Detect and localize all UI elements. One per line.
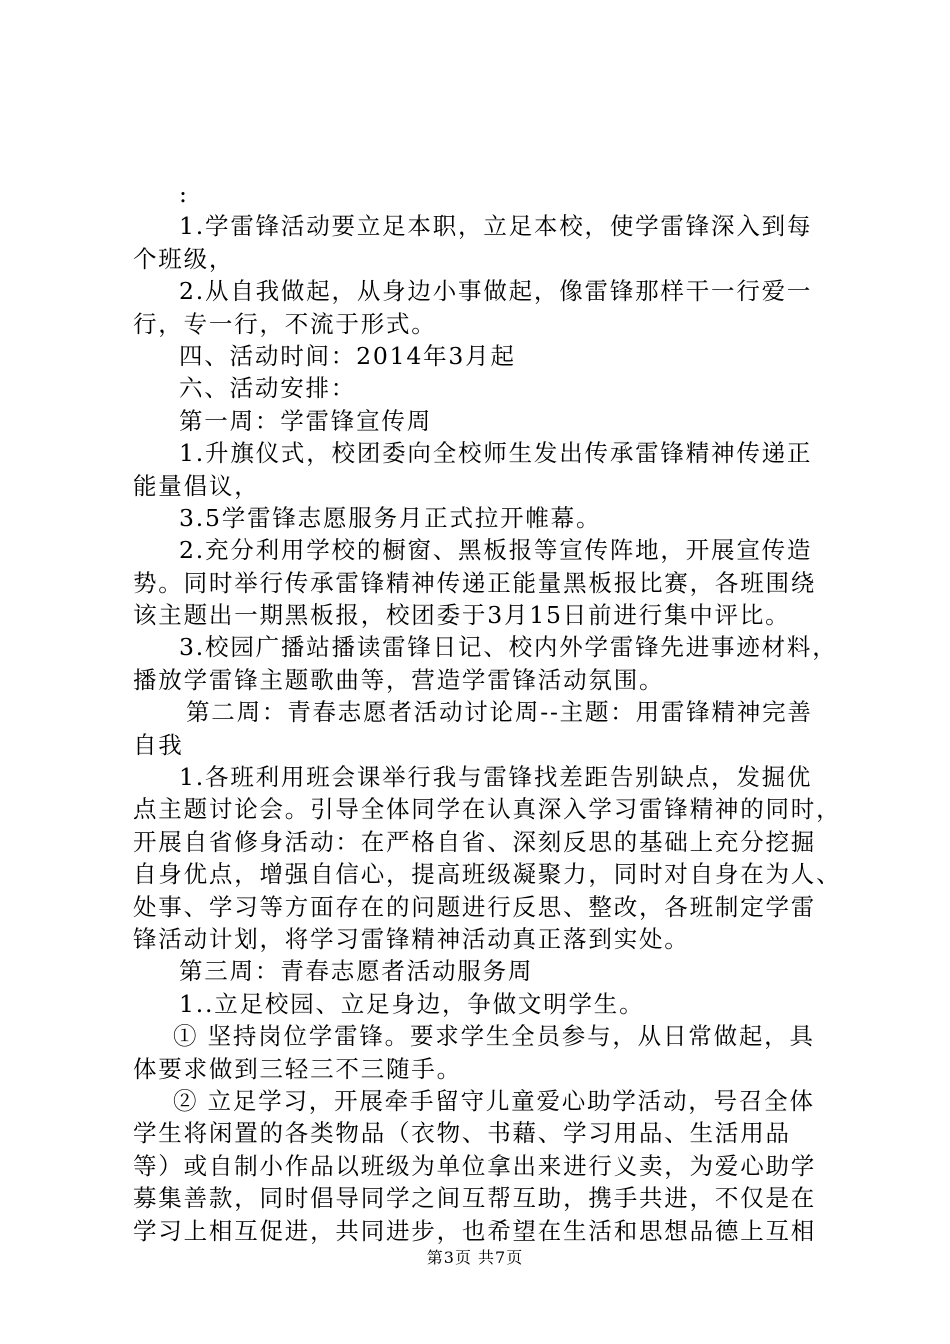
text-line: 能量倡议， xyxy=(133,471,260,500)
text-line: 行，专一行，不流于形式。 xyxy=(133,309,437,338)
text-line: 个班级， xyxy=(133,244,235,273)
text-line: 1.各班利用班会课举行我与雷锋找差距告别缺点，发掘优 xyxy=(179,763,813,792)
text-line: 2.从自我做起，从身边小事做起，像雷锋那样干一行爱一 xyxy=(179,277,813,306)
text-line: 募集善款，同时倡导同学之间互帮互助，携手共进，不仅是在 xyxy=(133,1184,817,1213)
text-line: 3.5学雷锋志愿服务月正式拉开帷幕。 xyxy=(179,503,602,532)
text-line: 开展自省修身活动：在严格自省、深刻反思的基础上充分挖掘 xyxy=(133,827,817,856)
text-line: 四、活动时间：2014年3月起 xyxy=(179,341,516,370)
text-line: 第一周：学雷锋宣传周 xyxy=(179,406,432,435)
document-body xyxy=(133,178,842,1247)
text-line: 第三周：青春志愿者活动服务周 xyxy=(179,957,534,986)
text-line: 体要求做到三轻三不三随手。 xyxy=(133,1054,462,1083)
page-footer: 第3页 共7页 xyxy=(426,1248,524,1267)
text-line: 点主题讨论会。引导全体同学在认真深入学习雷锋精神的同时， xyxy=(133,795,842,824)
text-line: 播放学雷锋主题歌曲等，营造学雷锋活动氛围。 xyxy=(133,665,665,694)
text-line: 自身优点，增强自信心，提高班级凝聚力，同时对自身在为人、 xyxy=(133,860,842,889)
text-line: 锋活动计划，将学习雷锋精神活动真正落到实处。 xyxy=(133,924,690,953)
text-line: ① 坚持岗位学雷锋。要求学生全员参与，从日常做起，具 xyxy=(173,1022,815,1051)
text-line: 1.学雷锋活动要立足本职，立足本校，使学雷锋深入到每 xyxy=(179,212,813,241)
text-line: 2.充分利用学校的橱窗、黑板报等宣传阵地，开展宣传造 xyxy=(179,536,813,565)
text-line: 该主题出一期黑板报，校团委于3月15日前进行集中评比。 xyxy=(133,601,791,630)
text-line: 1..立足校园、立足身边，争做文明学生。 xyxy=(179,989,645,1018)
text-line: 学习上相互促进，共同进步，也希望在生活和思想品德上互相 xyxy=(133,1216,817,1245)
text-line: 处事、学习等方面存在的问题进行反思、整改，各班制定学雷 xyxy=(133,892,817,921)
text-line: 第二周：青春志愿者活动讨论周--主题：用雷锋精神完善 xyxy=(186,698,813,727)
text-line: 自我 xyxy=(133,730,184,759)
text-line: 1.升旗仪式，校团委向全校师生发出传承雷锋精神传递正 xyxy=(179,439,813,468)
text-line: ② 立足学习，开展牵手留守儿童爱心助学活动，号召全体 xyxy=(173,1086,815,1115)
text-line: 势。同时举行传承雷锋精神传递正能量黑板报比赛，各班围绕 xyxy=(133,568,817,597)
text-line: 学生将闲置的各类物品（衣物、书藉、学习用品、生活用品 xyxy=(133,1119,791,1148)
text-line: 3.校园广播站播读雷锋日记、校内外学雷锋先进事迹材料， xyxy=(179,633,838,662)
text-line: : xyxy=(179,180,189,208)
text-line: 等）或自制小作品以班级为单位拿出来进行义卖，为爱心助学 xyxy=(133,1151,817,1180)
text-line: 六、活动安排： xyxy=(179,374,357,403)
